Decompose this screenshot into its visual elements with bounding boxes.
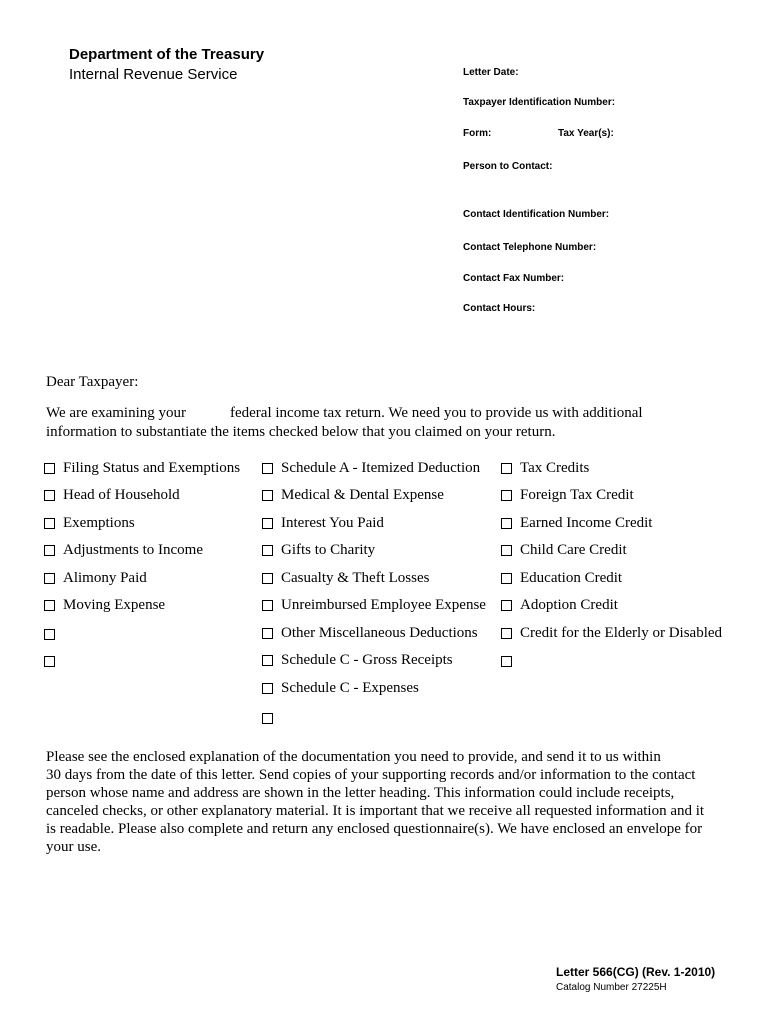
checklist-label: Interest You Paid [281, 515, 384, 531]
checklist-label: Earned Income Credit [520, 515, 653, 531]
checkbox[interactable] [501, 573, 512, 584]
checklist-item[interactable] [262, 570, 429, 587]
checkbox[interactable] [501, 463, 512, 474]
checklist-item[interactable] [262, 515, 384, 532]
checklist-item[interactable] [262, 680, 419, 697]
checklist-item[interactable] [501, 570, 622, 587]
checklist-label: Moving Expense [63, 597, 166, 613]
closing-line: 30 days from the date of this letter. Send copies of your supporting records and/or information to the contact [46, 767, 696, 783]
agency-name: Internal Revenue Service [69, 66, 238, 83]
closing-line: is readable. Please also complete and return any enclosed questionnaire(s). We have enclosed an envelope for [46, 821, 703, 837]
closing-line: canceled checks, or other explanatory material. It is important that we receive all requested information and it [46, 803, 705, 819]
checklist-item[interactable] [262, 542, 375, 559]
checklist-label: Casualty & Theft Losses [281, 570, 430, 586]
closing-line: Please see the enclosed explanation of the documentation you need to provide, and send it to us within [46, 749, 661, 765]
checklist-label: Education Credit [520, 570, 623, 586]
checklist-item[interactable] [501, 597, 618, 614]
checkbox[interactable] [262, 463, 273, 474]
checklist-item[interactable] [501, 515, 652, 532]
checkbox[interactable] [501, 490, 512, 501]
checklist-item[interactable] [44, 652, 63, 670]
checklist-item[interactable] [262, 460, 480, 477]
checkbox[interactable] [44, 573, 55, 584]
checklist-item[interactable] [262, 597, 486, 614]
checkbox[interactable] [262, 545, 273, 556]
checkbox[interactable] [501, 656, 512, 667]
checklist-item[interactable] [501, 542, 627, 559]
checklist-item[interactable] [44, 542, 203, 559]
checklist-item[interactable] [262, 487, 444, 504]
checklist-label: Filing Status and Exemptions [63, 460, 241, 476]
intro-part1: We are examining your [46, 405, 186, 421]
checkbox[interactable] [262, 628, 273, 639]
checkbox[interactable] [262, 600, 273, 611]
checklist-item[interactable] [44, 487, 180, 504]
checklist-item[interactable] [262, 625, 478, 642]
checkbox[interactable] [501, 518, 512, 529]
checkbox[interactable] [262, 573, 273, 584]
intro-line2: information to substantiate the items checked below that you claimed on your return. [46, 424, 556, 440]
checklist-item[interactable] [44, 625, 63, 643]
checklist-label: Schedule A - Itemized Deduction [281, 460, 481, 476]
checkbox[interactable] [262, 518, 273, 529]
checkbox[interactable] [44, 600, 55, 611]
checklist-label: Gifts to Charity [281, 542, 376, 558]
contact-id-label: Contact Identification Number: [463, 209, 610, 220]
checkbox[interactable] [44, 629, 55, 640]
checkbox[interactable] [501, 545, 512, 556]
checklist-item[interactable] [501, 625, 722, 642]
checklist-label: Alimony Paid [63, 570, 147, 586]
checklist-label: Unreimbursed Employee Expense [281, 597, 486, 613]
closing-line: person whose name and address are shown in the letter heading. This information could include receipts, [46, 785, 675, 801]
contact-fax-label: Contact Fax Number: [463, 273, 565, 284]
checklist-item[interactable] [262, 709, 281, 727]
checklist-label: Other Miscellaneous Deductions [281, 625, 478, 641]
checkbox[interactable] [262, 655, 273, 666]
checklist-item[interactable] [501, 487, 634, 504]
checklist-label: Credit for the Elderly or Disabled [520, 625, 723, 641]
tax-years-label: Tax Year(s): [558, 128, 614, 139]
checkbox[interactable] [44, 656, 55, 667]
closing-line: your use. [46, 839, 101, 855]
checklist-item[interactable] [44, 460, 240, 477]
checklist-item[interactable] [44, 515, 135, 532]
intro-part2: federal income tax return. We need you to provide us with additional [230, 405, 643, 421]
tin-label: Taxpayer Identification Number: [463, 97, 616, 108]
contact-hours-label: Contact Hours: [463, 303, 536, 314]
checklist-label: Foreign Tax Credit [520, 487, 634, 503]
letter-id: Letter 566(CG) (Rev. 1-2010) [556, 965, 716, 979]
checkbox[interactable] [44, 463, 55, 474]
catalog-number: Catalog Number 27225H [556, 982, 667, 993]
checklist-label: Medical & Dental Expense [281, 487, 444, 503]
checkbox[interactable] [44, 545, 55, 556]
checklist-item[interactable] [44, 570, 147, 587]
department-name: Department of the Treasury [69, 46, 265, 63]
form-label: Form: [463, 128, 492, 139]
letter-date-label: Letter Date: [463, 67, 519, 78]
checkbox[interactable] [44, 490, 55, 501]
salutation: Dear Taxpayer: [46, 374, 139, 390]
person-to-contact-label: Person to Contact: [463, 161, 553, 172]
checklist-item[interactable] [501, 652, 520, 670]
checkbox[interactable] [262, 490, 273, 501]
checklist-label: Tax Credits [520, 460, 590, 476]
checklist-item[interactable] [262, 652, 453, 669]
checklist-label: Schedule C - Gross Receipts [281, 652, 453, 668]
checklist-label: Head of Household [63, 487, 180, 503]
checklist-item[interactable] [44, 597, 165, 614]
checklist-item[interactable] [501, 460, 589, 477]
checkbox[interactable] [44, 518, 55, 529]
checklist-label: Adoption Credit [520, 597, 618, 613]
checklist-label: Child Care Credit [520, 542, 627, 558]
checkbox[interactable] [501, 600, 512, 611]
checklist-label: Exemptions [63, 515, 135, 531]
contact-phone-label: Contact Telephone Number: [463, 242, 597, 253]
checkbox[interactable] [262, 713, 273, 724]
checkbox[interactable] [501, 628, 512, 639]
checklist-label: Schedule C - Expenses [281, 680, 419, 696]
checkbox[interactable] [262, 683, 273, 694]
checklist-label: Adjustments to Income [63, 542, 203, 558]
